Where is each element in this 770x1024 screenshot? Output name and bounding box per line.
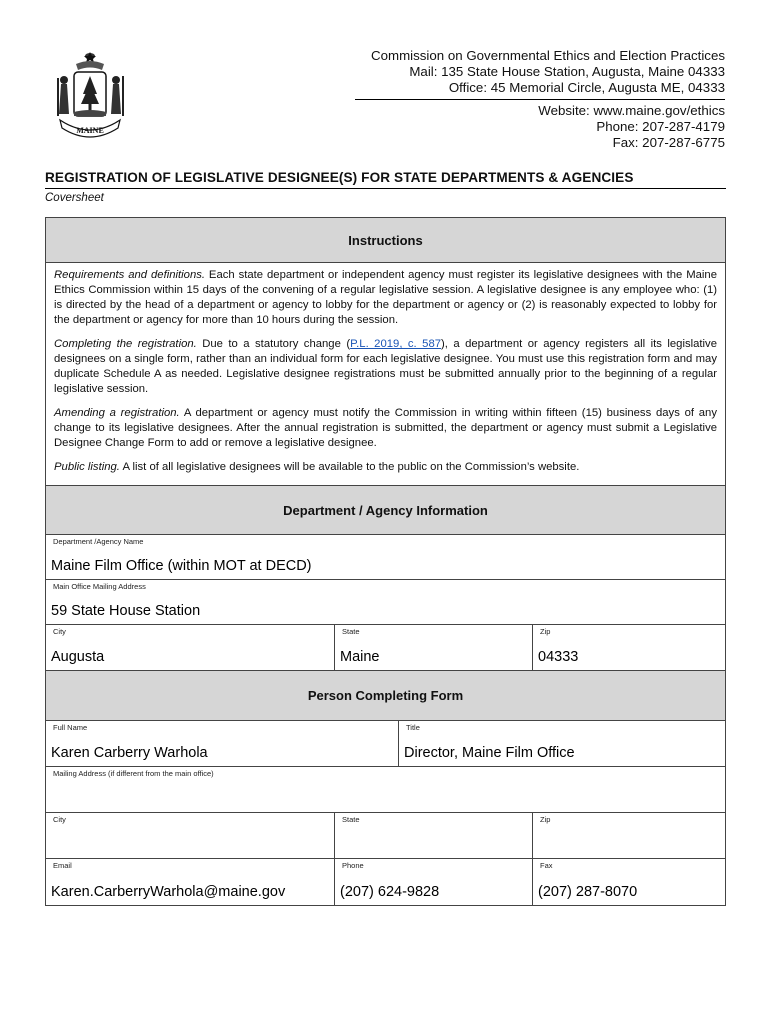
mail-address: Mail: 135 State House Station, Augusta, Maine 04333 bbox=[409, 64, 725, 79]
maine-state-seal-icon bbox=[52, 50, 128, 146]
website: Website: www.maine.gov/ethics bbox=[538, 103, 725, 118]
department-address-field[interactable]: Main Office Mailing Address 59 State House Station bbox=[51, 582, 201, 619]
statute-link[interactable]: P.L. 2019, c. 587 bbox=[350, 338, 442, 350]
department-name-field[interactable]: Department /Agency Name Maine Film Office (within MOT at DECD) bbox=[51, 537, 312, 574]
fax-field[interactable]: Fax (207) 287-8070 bbox=[538, 861, 638, 900]
person-mailing-address-field[interactable]: Mailing Address (if different from the main office) bbox=[53, 769, 214, 778]
email-field[interactable]: Email Karen.CarberryWarhola@maine.gov bbox=[46, 859, 335, 905]
page-subtitle: Coversheet bbox=[45, 192, 104, 204]
instruction-completing: Completing the registration. Due to a statutory change (P.L. 2019, c. 587), a department or agency registers all its legislative designees on a single form, rather than an individual form for each legislative designee. You must use this registration form and may duplicate Schedule A as needed. Legislative designee registrations must be submitted annually prior to the beginning of a regular legislative session. bbox=[54, 338, 717, 395]
registration-form bbox=[45, 217, 726, 906]
person-title-field[interactable]: Title Director, Maine Film Office bbox=[404, 723, 575, 761]
instruction-requirements: Requirements and definitions. Each state department or independent agency must register its legislative designees with the Maine Ethics Commission within 15 days of the convening of a regular legislative session. A legislative designee is any employee who: (1) is directed by the head of a department or agency to lobby for the department or agency or (2) is reasonably expected to lobby for the department or agency for more than 10 hours during the session. bbox=[54, 269, 717, 326]
page-title: REGISTRATION OF LEGISLATIVE DESIGNEE(S) FOR STATE DEPARTMENTS & AGENCIES bbox=[45, 170, 634, 185]
full-name-field[interactable]: Full Name Karen Carberry Warhola bbox=[46, 721, 399, 766]
person-zip-field[interactable]: Zip bbox=[540, 815, 551, 824]
header-divider bbox=[355, 99, 725, 100]
commission-header bbox=[371, 48, 725, 96]
person-state-field[interactable]: State bbox=[335, 813, 533, 858]
office-address: Office: 45 Memorial Circle, Augusta ME, 04333 bbox=[448, 80, 725, 95]
title-divider bbox=[45, 188, 726, 189]
instruction-amending: Amending a registration. A department or agency must notify the Commission in writing within fifteen (15) business days of any change to its legislative designees. After the annual registration is submitted, the department or agency must submit a Legislative Designee Change Form to add or remove a legislative designee. bbox=[54, 407, 717, 449]
person-heading: Person Completing Form bbox=[46, 671, 725, 721]
department-city-field[interactable]: City Augusta bbox=[46, 625, 335, 670]
instructions-body bbox=[46, 263, 725, 486]
commission-name: Commission on Governmental Ethics and Election Practices bbox=[371, 48, 725, 63]
fax: Fax: 207-287-6775 bbox=[612, 135, 725, 150]
phone: Phone: 207-287-4179 bbox=[596, 119, 725, 134]
department-zip-field[interactable]: Zip 04333 bbox=[538, 627, 579, 665]
phone-field[interactable]: Phone (207) 624-9828 bbox=[335, 859, 533, 905]
department-state-field[interactable]: State Maine bbox=[335, 625, 533, 670]
department-heading: Department / Agency Information bbox=[46, 486, 725, 535]
svg-text:MAINE: MAINE bbox=[76, 126, 104, 135]
person-city-field[interactable]: City bbox=[46, 813, 335, 858]
instructions-heading: Instructions bbox=[46, 218, 725, 263]
contact-block bbox=[538, 103, 725, 151]
instruction-public-listing: Public listing. A list of all legislative designees will be available to the public on the Commission’s website. bbox=[54, 461, 580, 473]
